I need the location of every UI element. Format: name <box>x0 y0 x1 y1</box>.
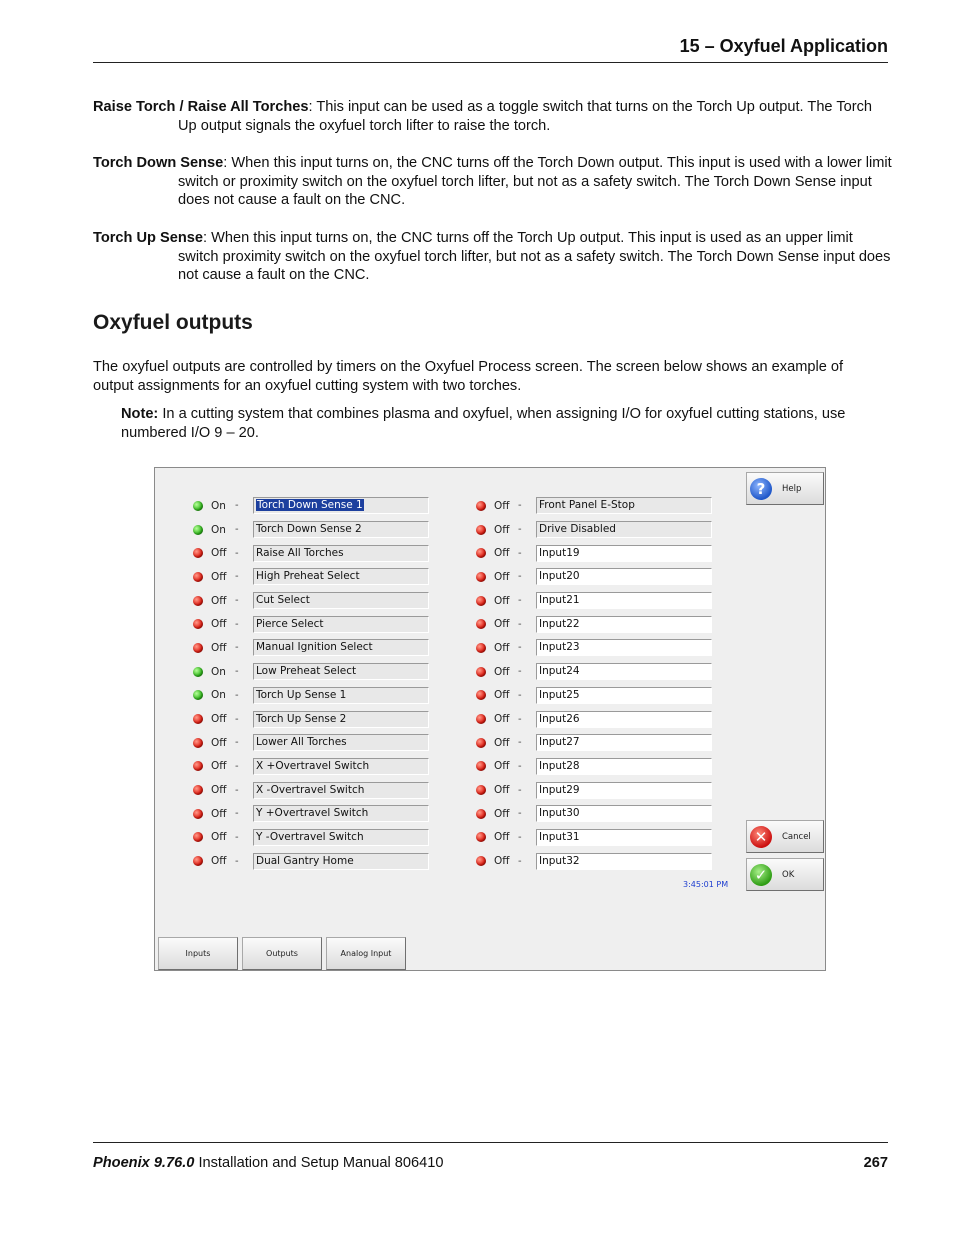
status-led-icon <box>193 832 203 842</box>
page-number: 267 <box>863 1155 888 1171</box>
io-row <box>476 589 712 613</box>
status-led-icon <box>476 667 486 677</box>
io-state: Off <box>211 641 227 654</box>
io-separator: - <box>235 737 239 749</box>
io-name-field[interactable] <box>253 592 429 609</box>
io-separator: - <box>518 737 522 749</box>
io-state: Off <box>494 570 510 583</box>
io-name: Y +Overtravel Switch <box>256 807 369 820</box>
io-name-field[interactable] <box>253 758 429 775</box>
tab-analog-input[interactable]: Analog Input <box>326 937 406 970</box>
status-led-icon <box>476 525 486 535</box>
footer-rule <box>93 1142 888 1143</box>
io-separator: - <box>235 713 239 725</box>
io-name-field[interactable] <box>536 568 712 585</box>
io-state: Off <box>494 736 510 749</box>
definitions-list <box>93 98 893 304</box>
io-name: Low Preheat Select <box>256 665 357 678</box>
status-led-icon <box>193 596 203 606</box>
io-row <box>476 849 712 873</box>
io-name: Input22 <box>539 617 580 630</box>
status-led-icon <box>193 525 203 535</box>
io-name: Input21 <box>539 594 580 607</box>
io-row <box>193 755 429 779</box>
io-row <box>476 660 712 684</box>
io-row <box>193 684 429 708</box>
io-name-field[interactable] <box>536 616 712 633</box>
io-name: Pierce Select <box>256 617 324 630</box>
io-name-field[interactable] <box>253 639 429 656</box>
note-label: Note: <box>121 406 159 422</box>
io-row <box>193 778 429 802</box>
io-separator: - <box>518 642 522 654</box>
note-text: In a cutting system that combines plasma and oxyfuel, when assigning I/O for oxyfuel cutting stations, use numbered I/O 9 – 20. <box>121 406 846 441</box>
ok-check-icon: ✓ <box>750 864 772 886</box>
io-separator: - <box>235 689 239 701</box>
io-row <box>476 755 712 779</box>
status-led-icon <box>193 714 203 724</box>
io-row <box>476 494 712 518</box>
status-led-icon <box>476 548 486 558</box>
io-name: Torch Down Sense 2 <box>256 523 362 536</box>
io-state: Off <box>211 855 227 868</box>
io-name-field[interactable] <box>253 521 429 538</box>
io-state: Off <box>494 689 510 702</box>
io-state: Off <box>211 594 227 607</box>
io-name-field[interactable] <box>536 592 712 609</box>
io-row <box>193 660 429 684</box>
io-row <box>476 636 712 660</box>
io-name-field[interactable] <box>253 616 429 633</box>
header-rule <box>93 62 888 63</box>
ok-button[interactable] <box>746 858 824 891</box>
io-row <box>193 494 429 518</box>
status-led-icon <box>193 809 203 819</box>
status-led-icon <box>193 619 203 629</box>
io-separator: - <box>235 666 239 678</box>
io-state: Off <box>494 807 510 820</box>
io-separator: - <box>518 760 522 772</box>
io-separator: - <box>235 808 239 820</box>
io-state: On <box>211 689 226 702</box>
io-name-field[interactable] <box>253 545 429 562</box>
io-state: Off <box>494 618 510 631</box>
io-name: Torch Up Sense 1 <box>256 688 347 701</box>
io-separator: - <box>518 808 522 820</box>
status-led-icon <box>476 738 486 748</box>
io-state: Off <box>211 760 227 773</box>
io-state: Off <box>211 736 227 749</box>
definition-raise-torch <box>93 98 893 135</box>
io-name: Input19 <box>539 546 580 559</box>
definition-text: : This input can be used as a toggle switch that turns on the Torch Up output. The Torch Up output signals the oxyfuel torch lifter to raise the torch. <box>178 99 873 134</box>
io-name: X +Overtravel Switch <box>256 759 370 772</box>
io-state: Off <box>494 713 510 726</box>
io-separator: - <box>518 524 522 536</box>
io-name-field[interactable] <box>253 734 429 751</box>
status-led-icon <box>476 761 486 771</box>
io-row <box>193 731 429 755</box>
io-name: Cut Select <box>256 594 310 607</box>
status-led-icon <box>476 572 486 582</box>
io-state: On <box>211 665 226 678</box>
io-name: Torch Up Sense 2 <box>256 712 347 725</box>
io-name-field[interactable] <box>536 545 712 562</box>
help-icon: ? <box>750 478 772 500</box>
clock-readout: 3:45:01 PM <box>683 880 729 889</box>
definition-term: Torch Down Sense <box>93 155 224 172</box>
io-name: Input26 <box>539 712 580 725</box>
io-state: Off <box>211 713 227 726</box>
help-button[interactable] <box>746 472 824 505</box>
status-led-icon <box>476 690 486 700</box>
cancel-button[interactable] <box>746 820 824 853</box>
io-name-field[interactable] <box>253 687 429 704</box>
io-name: Manual Ignition Select <box>256 641 373 654</box>
io-name: Input24 <box>539 665 580 678</box>
io-name: Raise All Torches <box>256 546 344 559</box>
io-name: Torch Down Sense 1 <box>257 499 363 512</box>
status-led-icon <box>193 738 203 748</box>
io-separator: - <box>235 524 239 536</box>
io-name-field[interactable] <box>536 687 712 704</box>
io-separator: - <box>518 595 522 607</box>
io-name-field[interactable] <box>536 734 712 751</box>
io-separator: - <box>235 595 239 607</box>
io-name: Y -Overtravel Switch <box>256 830 364 843</box>
io-name-field[interactable] <box>536 663 712 680</box>
io-separator: - <box>518 500 522 512</box>
definition-torch-up-sense <box>93 229 893 285</box>
note-paragraph <box>121 405 881 442</box>
io-state: Off <box>494 784 510 797</box>
io-separator: - <box>518 571 522 583</box>
tab-outputs[interactable]: Outputs <box>242 937 322 970</box>
io-name: Input23 <box>539 641 580 654</box>
io-name: Dual Gantry Home <box>256 854 354 867</box>
io-state: Off <box>494 641 510 654</box>
io-separator: - <box>235 618 239 630</box>
footer-manual: Installation and Setup Manual 806410 <box>194 1155 444 1171</box>
io-name: Input32 <box>539 854 580 867</box>
right-input-column <box>476 494 712 873</box>
io-row <box>193 636 429 660</box>
io-row <box>476 778 712 802</box>
io-row <box>193 707 429 731</box>
section-heading: Oxyfuel outputs <box>93 311 253 334</box>
io-name-field[interactable] <box>253 782 429 799</box>
status-led-icon <box>476 714 486 724</box>
io-state: Off <box>211 618 227 631</box>
status-led-icon <box>193 856 203 866</box>
io-name-field[interactable] <box>253 829 429 846</box>
io-row <box>476 541 712 565</box>
io-row <box>193 518 429 542</box>
status-led-icon <box>193 501 203 511</box>
status-led-icon <box>193 690 203 700</box>
io-name: Input30 <box>539 807 580 820</box>
io-separator: - <box>518 855 522 867</box>
cancel-label: Cancel <box>782 831 811 842</box>
io-name-field[interactable] <box>536 497 712 514</box>
status-led-icon <box>193 548 203 558</box>
left-input-column <box>193 494 429 873</box>
io-row <box>476 731 712 755</box>
io-name-field[interactable] <box>253 663 429 680</box>
io-state: Off <box>211 784 227 797</box>
io-separator: - <box>518 547 522 559</box>
io-name-field[interactable] <box>253 805 429 822</box>
section-intro: The oxyfuel outputs are controlled by timers on the Oxyfuel Process screen. The screen below shows an example of output assignments for an oxyfuel cutting system with two torches. <box>93 359 844 394</box>
io-state: Off <box>494 523 510 536</box>
help-label: Help <box>782 483 802 494</box>
definition-torch-down-sense <box>93 154 893 210</box>
io-separator: - <box>235 642 239 654</box>
io-state: Off <box>211 831 227 844</box>
status-led-icon <box>476 832 486 842</box>
ok-label: OK <box>782 869 795 880</box>
io-state: On <box>211 499 226 512</box>
io-name-field[interactable] <box>536 805 712 822</box>
io-row <box>193 541 429 565</box>
io-name-field[interactable] <box>536 758 712 775</box>
io-state: Off <box>211 807 227 820</box>
io-row <box>193 849 429 873</box>
io-separator: - <box>235 784 239 796</box>
io-separator: - <box>235 547 239 559</box>
status-led-icon <box>193 761 203 771</box>
io-name-field[interactable] <box>536 853 712 870</box>
io-name: Input31 <box>539 830 580 843</box>
io-separator: - <box>518 618 522 630</box>
status-led-icon <box>476 619 486 629</box>
io-name: Input28 <box>539 759 580 772</box>
io-name: Lower All Torches <box>256 736 347 749</box>
io-separator: - <box>235 500 239 512</box>
io-name: X -Overtravel Switch <box>256 783 365 796</box>
io-name: Input27 <box>539 736 580 749</box>
io-row <box>476 826 712 850</box>
io-state: Off <box>494 499 510 512</box>
io-name-field[interactable] <box>253 497 429 514</box>
cancel-icon: ✕ <box>750 826 772 848</box>
io-state: On <box>211 523 226 536</box>
io-separator: - <box>235 831 239 843</box>
io-row <box>193 826 429 850</box>
status-led-icon <box>476 596 486 606</box>
status-led-icon <box>193 667 203 677</box>
status-led-icon <box>193 643 203 653</box>
io-name-field[interactable] <box>253 711 429 728</box>
io-state: Off <box>494 547 510 560</box>
status-led-icon <box>193 572 203 582</box>
io-state: Off <box>211 547 227 560</box>
status-led-icon <box>476 501 486 511</box>
definition-term: Torch Up Sense <box>93 229 204 246</box>
tab-inputs[interactable]: Inputs <box>158 937 238 970</box>
io-separator: - <box>518 689 522 701</box>
io-name: Input20 <box>539 570 580 583</box>
io-name: Drive Disabled <box>539 523 616 536</box>
io-name-field[interactable] <box>536 521 712 538</box>
io-row <box>193 565 429 589</box>
io-state: Off <box>494 855 510 868</box>
footer-product: Phoenix 9.76.0 <box>93 1155 195 1171</box>
page-footer <box>93 1155 888 1171</box>
definition-text: : When this input turns on, the CNC turns off the Torch Down output. This input is used with a lower limit switch or proximity switch on the oxyfuel torch lifter, but not as a safety switch. The Torch Down Sense input does not cause a fault on the CNC. <box>178 155 892 209</box>
status-led-icon <box>476 809 486 819</box>
io-state: Off <box>211 570 227 583</box>
io-row <box>193 612 429 636</box>
io-row <box>193 589 429 613</box>
io-name-field[interactable] <box>536 711 712 728</box>
io-name-field[interactable] <box>253 568 429 585</box>
io-state: Off <box>494 831 510 844</box>
io-state: Off <box>494 594 510 607</box>
io-row <box>476 707 712 731</box>
io-separator: - <box>235 571 239 583</box>
status-led-icon <box>476 643 486 653</box>
io-row <box>193 802 429 826</box>
status-led-icon <box>476 785 486 795</box>
chapter-header: 15 – Oxyfuel Application <box>679 36 888 56</box>
io-name: Front Panel E-Stop <box>539 499 635 512</box>
io-row <box>476 612 712 636</box>
io-row <box>476 518 712 542</box>
io-separator: - <box>518 831 522 843</box>
io-name: Input25 <box>539 688 580 701</box>
definition-text: : When this input turns on, the CNC turns off the Torch Up output. This input is used as an upper limit switch proximity switch on the oxyfuel torch lifter, but not as a safety switch. The Torch Down Sense input does not cause a fault on the CNC. <box>178 229 891 284</box>
io-name-field[interactable] <box>536 829 712 846</box>
io-name: Input29 <box>539 783 580 796</box>
io-separator: - <box>235 760 239 772</box>
io-screen-screenshot <box>154 467 826 971</box>
io-row <box>476 684 712 708</box>
io-name-field[interactable] <box>536 639 712 656</box>
io-separator: - <box>518 666 522 678</box>
io-separator: - <box>235 855 239 867</box>
status-led-icon <box>476 856 486 866</box>
io-row <box>476 565 712 589</box>
io-row <box>476 802 712 826</box>
io-name-field[interactable] <box>253 853 429 870</box>
io-separator: - <box>518 784 522 796</box>
io-name-field[interactable] <box>536 782 712 799</box>
io-state: Off <box>494 760 510 773</box>
io-name: High Preheat Select <box>256 570 360 583</box>
io-state: Off <box>494 665 510 678</box>
definition-term: Raise Torch / Raise All Torches <box>93 99 309 115</box>
status-led-icon <box>193 785 203 795</box>
io-separator: - <box>518 713 522 725</box>
